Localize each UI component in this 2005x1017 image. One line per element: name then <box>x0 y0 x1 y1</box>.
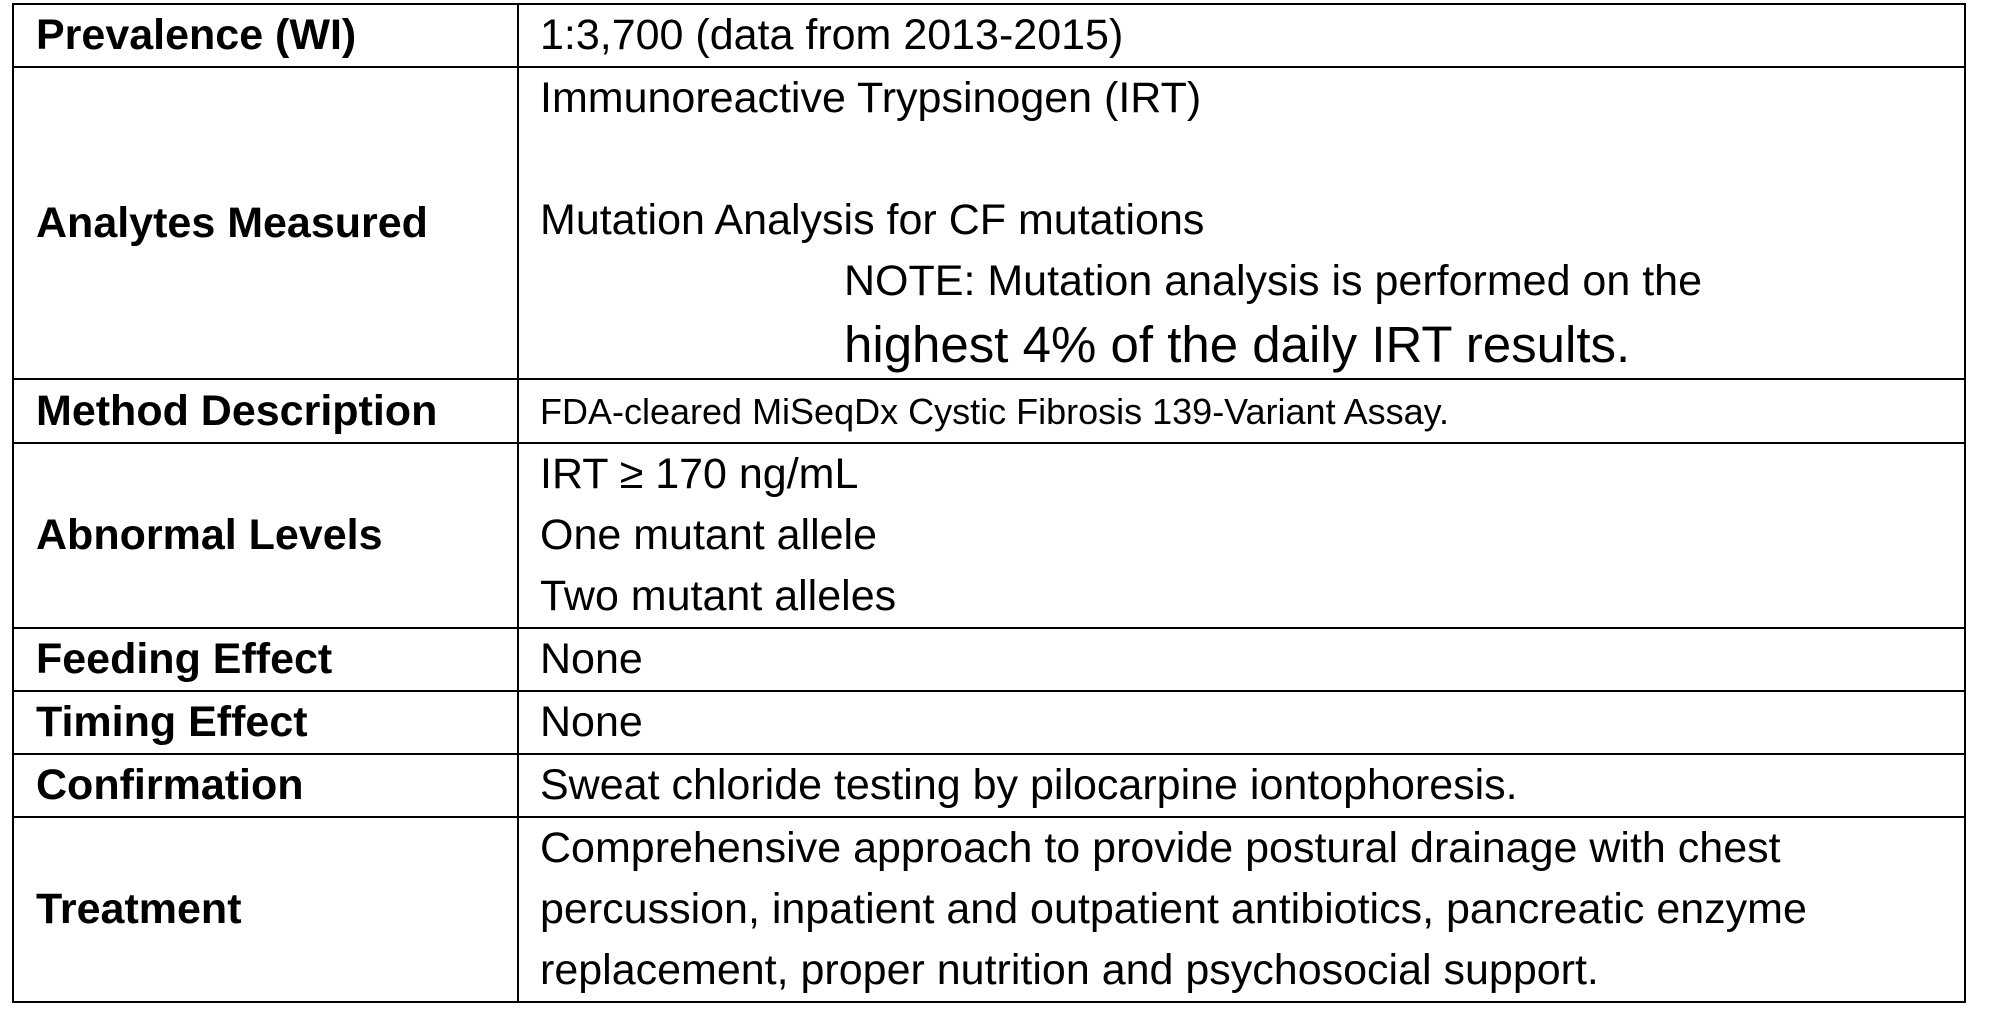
row-label: Analytes Measured <box>13 67 518 379</box>
analyte-mutation: Mutation Analysis for CF mutations <box>540 196 1205 244</box>
row-label: Feeding Effect <box>13 628 518 691</box>
table-row-confirmation <box>13 754 1965 817</box>
row-label: Timing Effect <box>13 691 518 754</box>
row-value <box>518 443 1965 628</box>
row-value: Sweat chloride testing by pilocarpine iontophoresis. <box>518 754 1965 817</box>
method-text: FDA-cleared MiSeqDx Cystic Fibrosis 139-Variant Assay. <box>540 391 1449 432</box>
analyte-note-line-1: NOTE: Mutation analysis is performed on the <box>844 257 1702 305</box>
row-label: Prevalence (WI) <box>13 4 518 67</box>
screening-info-table <box>12 3 1966 1003</box>
table-row-treatment <box>13 817 1965 1002</box>
abnormal-level-3: Two mutant alleles <box>540 572 897 620</box>
row-label: Treatment <box>13 817 518 1002</box>
row-value: None <box>518 691 1965 754</box>
analyte-irt: Immunoreactive Trypsinogen (IRT) <box>540 74 1202 122</box>
row-label: Abnormal Levels <box>13 443 518 628</box>
row-label: Confirmation <box>13 754 518 817</box>
table-row-prevalence <box>13 4 1965 67</box>
table-row-analytes <box>13 67 1965 379</box>
spacer <box>540 129 1964 190</box>
abnormal-level-1: IRT ≥ 170 ng/mL <box>540 450 859 498</box>
treatment-line-3: replacement, proper nutrition and psychosocial support. <box>540 946 1599 994</box>
analyte-note-line-2: highest 4% of the daily IRT results. <box>844 316 1631 373</box>
table-row-timing <box>13 691 1965 754</box>
row-label: Method Description <box>13 379 518 443</box>
table-row-feeding <box>13 628 1965 691</box>
abnormal-level-2: One mutant allele <box>540 511 878 559</box>
row-value <box>518 817 1965 1002</box>
row-value <box>518 379 1965 443</box>
table-row-abnormal <box>13 443 1965 628</box>
table-row-method <box>13 379 1965 443</box>
row-value: None <box>518 628 1965 691</box>
treatment-line-2: percussion, inpatient and outpatient antibiotics, pancreatic enzyme <box>540 885 1807 933</box>
treatment-line-1: Comprehensive approach to provide postural drainage with chest <box>540 824 1781 872</box>
row-value: 1:3,700 (data from 2013-2015) <box>518 4 1965 67</box>
row-value <box>518 67 1965 379</box>
